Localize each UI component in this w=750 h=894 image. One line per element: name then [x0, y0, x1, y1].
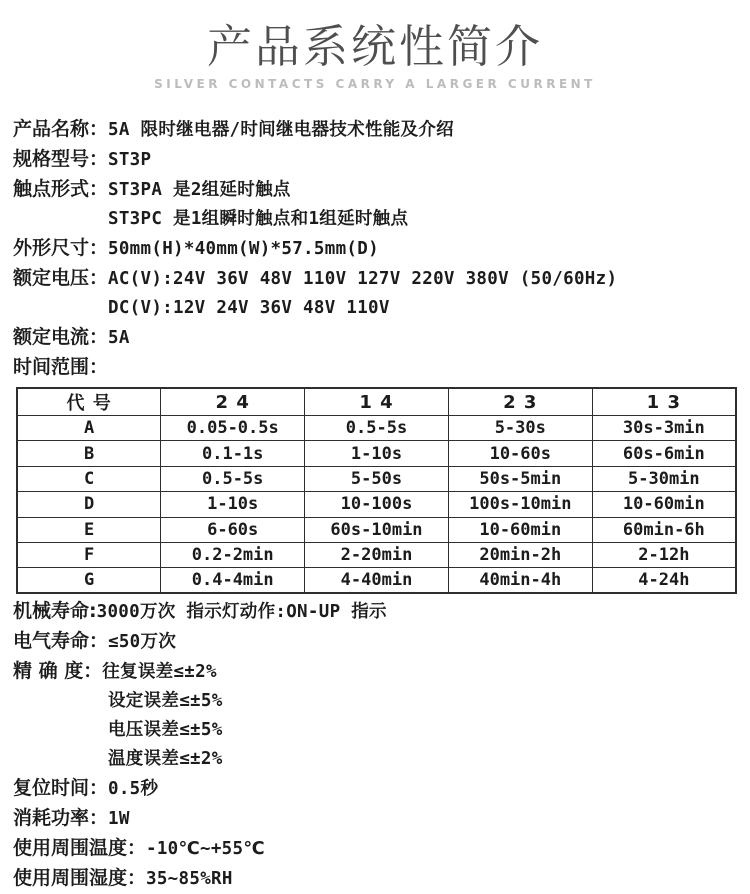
product-name-row [13, 115, 750, 145]
table-cell: 60s-6min [592, 441, 736, 466]
table-cell: 4-40min [305, 568, 449, 593]
accuracy-label: 精 确 度： [13, 660, 103, 683]
table-cell: 40min-4h [448, 568, 592, 593]
accuracy-row [13, 657, 750, 687]
table-cell: 5-50s [305, 466, 449, 491]
reset-time-value: 0.5秒 [108, 779, 159, 800]
ambient-temperature-value: -10℃~+55℃ [146, 839, 265, 860]
table-cell: 6-60s [161, 517, 305, 542]
table-cell: D [17, 492, 161, 517]
table-header-code: 代 号 [17, 388, 161, 416]
table-row-a [17, 416, 736, 441]
table-cell: C [17, 466, 161, 491]
ambient-humidity-row [13, 864, 750, 894]
table-cell: 0.05-0.5s [161, 416, 305, 441]
accuracy-value-2: 设定误差≤±5% [108, 691, 223, 712]
model-label: 规格型号： [13, 148, 109, 170]
rated-voltage-row-2 [13, 294, 750, 323]
time-range-table [16, 387, 737, 594]
rated-current-value: 5A [108, 328, 130, 348]
table-cell: 0.2-2min [161, 542, 305, 567]
page-subtitle: SILVER CONTACTS CARRY A LARGER CURRENT [154, 77, 596, 91]
table-cell: A [17, 416, 161, 441]
reset-time-label: 复位时间： [13, 777, 109, 800]
table-cell: 1-10s [161, 492, 305, 517]
product-name-label: 产品名称： [13, 118, 109, 140]
time-range-label: 时间范围： [13, 356, 109, 378]
table-cell: 5-30min [592, 466, 736, 491]
rated-voltage-dc-value: DC(V):12V 24V 36V 48V 110V [108, 298, 390, 318]
table-cell: 10-60min [592, 492, 736, 517]
dimensions-row [13, 234, 750, 264]
electrical-life-row [13, 627, 750, 657]
rated-current-row [13, 323, 750, 353]
electrical-life-label: 电气寿命： [13, 630, 109, 653]
product-name-value: 5A 限时继电器/时间继电器技术性能及介绍 [108, 120, 454, 140]
table-cell: 0.1-1s [161, 441, 305, 466]
table-cell: F [17, 542, 161, 567]
rated-voltage-label: 额定电压： [13, 267, 109, 289]
table-row-d [17, 492, 736, 517]
table-cell: 2-20min [305, 542, 449, 567]
table-cell: 60s-10min [305, 517, 449, 542]
model-value: ST3P [108, 150, 152, 170]
table-cell: 10-60s [448, 441, 592, 466]
table-cell: 0.4-4min [161, 568, 305, 593]
accuracy-value-3: 电压误差≤±5% [108, 720, 223, 741]
rated-voltage-ac-value: AC(V):24V 36V 48V 110V 127V 220V 380V (50/60Hz) [108, 269, 618, 289]
ambient-temperature-label: 使用周围温度： [13, 837, 147, 860]
table-header-24: 2 4 [161, 388, 305, 416]
table-cell: 0.5-5s [161, 466, 305, 491]
mechanical-life-value: 3000万次 指示灯动作:ON-UP 指示 [96, 602, 387, 623]
table-row-b [17, 441, 736, 466]
reset-time-row [13, 774, 750, 804]
table-cell: 60min-6h [592, 517, 736, 542]
table-cell: G [17, 568, 161, 593]
table-row-e [17, 517, 736, 542]
power-consumption-value: 1W [108, 809, 130, 830]
contact-form-row-2 [13, 205, 750, 234]
ambient-humidity-value: 35~85%RH [146, 869, 233, 890]
accuracy-value-1: 往复误差≤±2% [102, 662, 217, 683]
rated-current-label: 额定电流： [13, 326, 109, 348]
table-cell: 5-30s [448, 416, 592, 441]
table-cell: B [17, 441, 161, 466]
table-header-13: 1 3 [592, 388, 736, 416]
model-row [13, 145, 750, 175]
contact-form-value: ST3PA 是2组延时触点 [108, 180, 291, 200]
table-cell: 2-12h [592, 542, 736, 567]
table-cell: 30s-3min [592, 416, 736, 441]
accuracy-row-3 [13, 716, 750, 745]
page-title: 产品系统性简介 [206, 20, 543, 73]
table-cell: 20min-2h [448, 542, 592, 567]
spec-list-top [0, 115, 750, 894]
table-cell: 10-60min [448, 517, 592, 542]
mechanical-life-label: 机械寿命: [13, 600, 97, 623]
accuracy-value-4: 温度误差≤±2% [108, 749, 223, 770]
mechanical-life-row [13, 597, 750, 627]
table-cell: E [17, 517, 161, 542]
rated-voltage-row [13, 264, 750, 294]
table-cell: 100s-10min [448, 492, 592, 517]
page-header [0, 10, 750, 91]
table-cell: 10-100s [305, 492, 449, 517]
table-row-f [17, 542, 736, 567]
ambient-temperature-row [13, 834, 750, 864]
contact-form-label: 触点形式： [13, 178, 109, 200]
power-consumption-row [13, 804, 750, 834]
table-cell: 1-10s [305, 441, 449, 466]
power-consumption-label: 消耗功率： [13, 807, 109, 830]
table-row-g [17, 568, 736, 593]
table-header-23: 2 3 [448, 388, 592, 416]
contact-form-row [13, 175, 750, 205]
time-range-row [13, 353, 750, 382]
dimensions-label: 外形尺寸： [13, 237, 109, 259]
accuracy-row-2 [13, 687, 750, 716]
table-cell: 0.5-5s [305, 416, 449, 441]
electrical-life-value: ≤50万次 [108, 632, 177, 653]
table-cell: 50s-5min [448, 466, 592, 491]
table-row-c [17, 466, 736, 491]
contact-form-value-2: ST3PC 是1组瞬时触点和1组延时触点 [108, 209, 409, 229]
ambient-humidity-label: 使用周围湿度： [13, 867, 147, 890]
table-header-14: 1 4 [305, 388, 449, 416]
dimensions-value: 50mm(H)*40mm(W)*57.5mm(D) [108, 239, 379, 259]
table-header-row [17, 388, 736, 416]
table-cell: 4-24h [592, 568, 736, 593]
accuracy-row-4 [13, 745, 750, 774]
